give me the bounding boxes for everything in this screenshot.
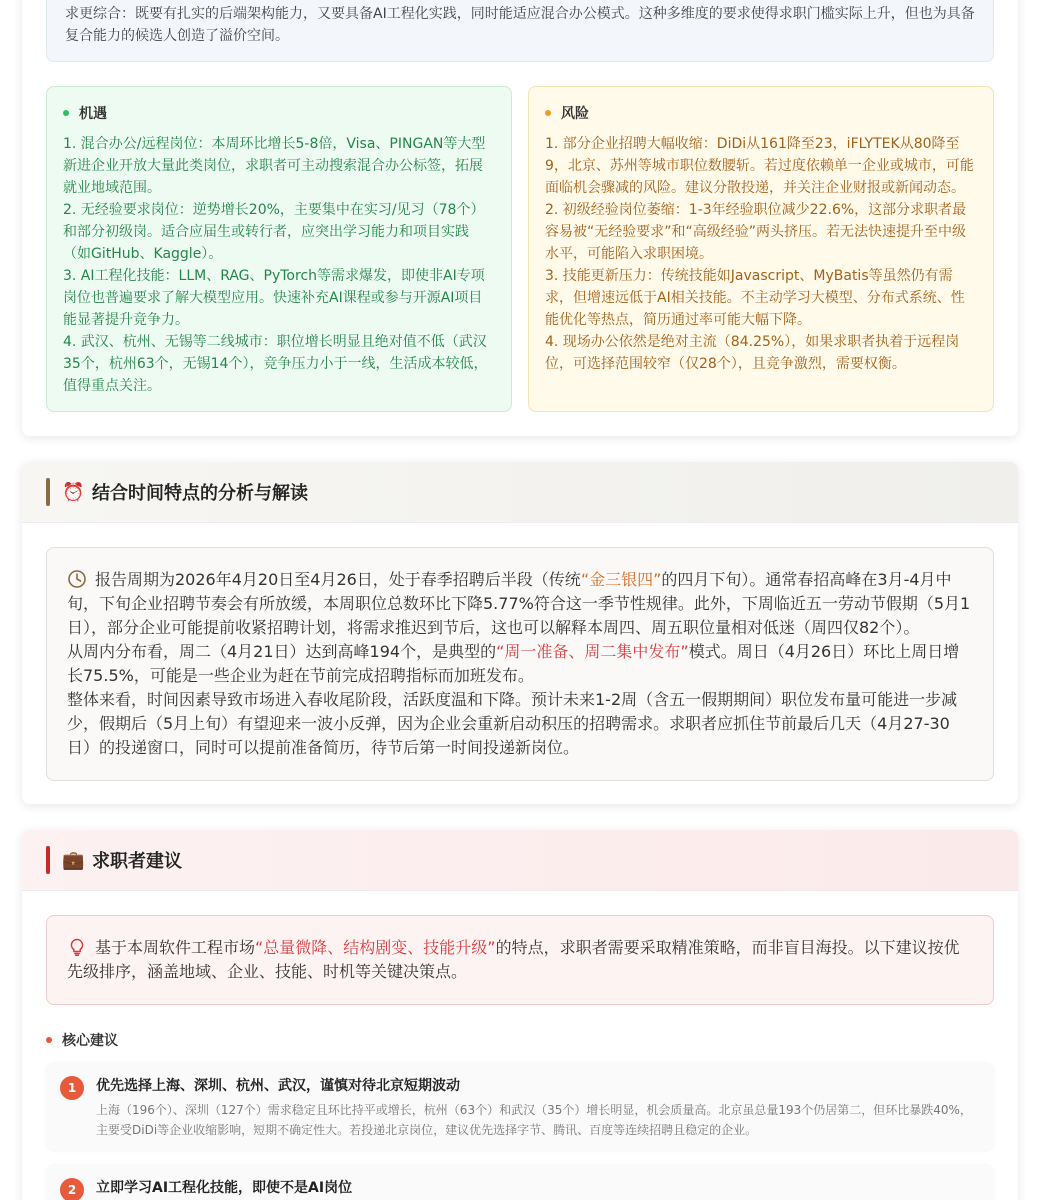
suggestion-item — [46, 1062, 994, 1150]
bullet-dot-icon — [545, 110, 551, 116]
risk-item: 1. 部分企业招聘大幅收缩：DiDi从161降至23，iFLYTEK从80降至9，北京、苏州等城市职位数腰斩。若过度依赖单一企业或城市，可能面临机会骤减的风险。建议分散投递，并关注企业财报或新闻动态。 — [545, 136, 974, 196]
briefcase-icon: 💼 — [62, 849, 85, 871]
time-analysis-card — [22, 462, 1018, 804]
suggestion-title: 优先选择上海、深圳、杭州、武汉，谨慎对待北京短期波动 — [96, 1078, 460, 1094]
market-summary-text: 求更综合：既要有扎实的后端架构能力，又要具备AI工程化实践，同时能适应混合办公模式。这种多维度的要求使得求职门槛实际上升，但也为具备复合能力的候选人创造了溢价空间。 — [65, 6, 975, 44]
section-title: 求职者建议 — [92, 851, 182, 872]
risks-title: 风险 — [545, 103, 977, 123]
core-advice-title: 核心建议 — [46, 1030, 118, 1050]
risk-item: 2. 初级经验岗位萎缩：1-3年经验职位减少22.6%，这部分求职者最容易被“无经验要求”和“高级经验”两头挤压。若无法快速提升至中级水平，可能陷入求职困境。 — [545, 202, 967, 262]
opportunity-item: 4. 武汉、杭州、无锡等二线城市：职位增长明显且绝对值不低（武汉35个，杭州63个，无锡14个），竞争压力小于一线，生活成本较低，值得重点关注。 — [63, 334, 488, 394]
suggestion-title: 立即学习AI工程化技能，即使不是AI岗位 — [96, 1180, 353, 1196]
opportunities-box — [46, 86, 512, 412]
suggestion-number-badge: 1 — [60, 1076, 84, 1100]
header-accent-bar — [46, 846, 50, 874]
market-analysis-card — [22, 0, 1018, 436]
alarm-clock-icon: ⏰ — [62, 481, 85, 503]
risk-item: 4. 现场办公依然是绝对主流（84.25%），如果求职者执着于远程岗位，可选择范围较窄（仅28个），且竞争激烈，需要权衡。 — [545, 334, 960, 372]
advice-header — [22, 830, 1018, 891]
bullet-dot-icon — [63, 110, 69, 116]
time-paragraph-2: 从周内分布看，周二（4月21日）达到高峰194个，是典型的“周一准备、周二集中发布”模式。周日（4月26日）环比上周日增长75.5%，可能是一些企业为赶在节前完成招聘指标而加班发布。 — [67, 642, 960, 685]
clock-icon — [67, 569, 87, 589]
risk-item: 3. 技能更新压力：传统技能如Javascript、MyBatis等虽然仍有需求，但增速远低于AI相关技能。不主动学习大模型、分布式系统、性能优化等热点，简历通过率可能大幅下降。 — [545, 268, 965, 328]
opportunity-item: 3. AI工程化技能：LLM、RAG、PyTorch等需求爆发，即使非AI专项岗位也普遍要求了解大模型应用。快速补充AI课程或参与开源AI项目能显著提升竞争力。 — [63, 268, 485, 328]
opportunity-item: 1. 混合办公/远程岗位：本周环比增长5-8倍，Visa、PINGAN等大型新进企业开放大量此类岗位，求职者可主动搜索混合办公标签，拓展就业地域范围。 — [63, 136, 486, 196]
opportunities-title: 机遇 — [63, 103, 495, 123]
job-seeker-advice-card — [22, 830, 1018, 1200]
header-accent-bar — [46, 478, 50, 506]
time-paragraph-1: 报告周期为2026年4月20日至4月26日，处于春季招聘后半段（传统“金三银四”的四月下旬）。通常春招高峰在3月-4月中旬，下旬企业招聘节奏会有所放缓，本周职位总数环比下降5.77%符合这一季节性规律。此外，下周临近五一劳动节假期（5月1日），部分企业可能提前收紧招聘计划，将需求推迟到节后，这也可以解释本周四、周五职位量相对低迷（周四仅82个）。 — [67, 570, 971, 637]
suggestion-item — [46, 1164, 994, 1200]
time-analysis-box — [46, 547, 994, 781]
time-analysis-header — [22, 462, 1018, 523]
advice-intro-box: 基于本周软件工程市场“总量微降、结构剧变、技能升级”的特点，求职者需要采取精准策略，而非盲目海投。以下建议按优先级排序，涵盖地域、企业、技能、时机等关键决策点。 — [46, 915, 994, 1005]
lightbulb-icon — [67, 937, 87, 957]
highlight-text: “周一准备、周二集中发布” — [496, 642, 689, 661]
suggestion-number-badge: 2 — [60, 1178, 84, 1200]
opportunity-item: 2. 无经验要求岗位：逆势增长20%，主要集中在实习/见习（78个）和部分初级岗。适合应届生或转行者，应突出学习能力和项目实践（如GitHub、Kaggle）。 — [63, 202, 485, 262]
highlight-text: “总量微降、结构剧变、技能升级” — [255, 938, 496, 957]
section-title: 结合时间特点的分析与解读 — [92, 483, 308, 504]
time-paragraph-3: 整体来看，时间因素导致市场进入春收尾阶段，活跃度温和下降。预计未来1-2周（含五一假期期间）职位发布量可能进一步减少，假期后（5月上旬）有望迎来一波小反弹，因为企业会重新启动积压的招聘需求。求职者应抓住节前最后几天（4月27-30日）的投递窗口，同时可以提前准备简历，待节后第一时间投递新岗位。 — [67, 690, 958, 757]
bullet-dot-icon — [46, 1037, 52, 1043]
risks-box — [528, 86, 994, 412]
highlight-text: “金三银四” — [580, 570, 662, 589]
suggestion-description: 上海（196个）、深圳（127个）需求稳定且环比持平或增长，杭州（63个）和武汉（35个）增长明显，机会质量高。北京虽总量193个仍居第二，但环比暴跌40%，主要受DiDi等企业收缩影响，短期不确定性大。若投递北京岗位，建议优先选择字节、腾讯、百度等连续招聘且稳定的企业。 — [96, 1103, 972, 1137]
market-summary-box — [46, 0, 994, 62]
